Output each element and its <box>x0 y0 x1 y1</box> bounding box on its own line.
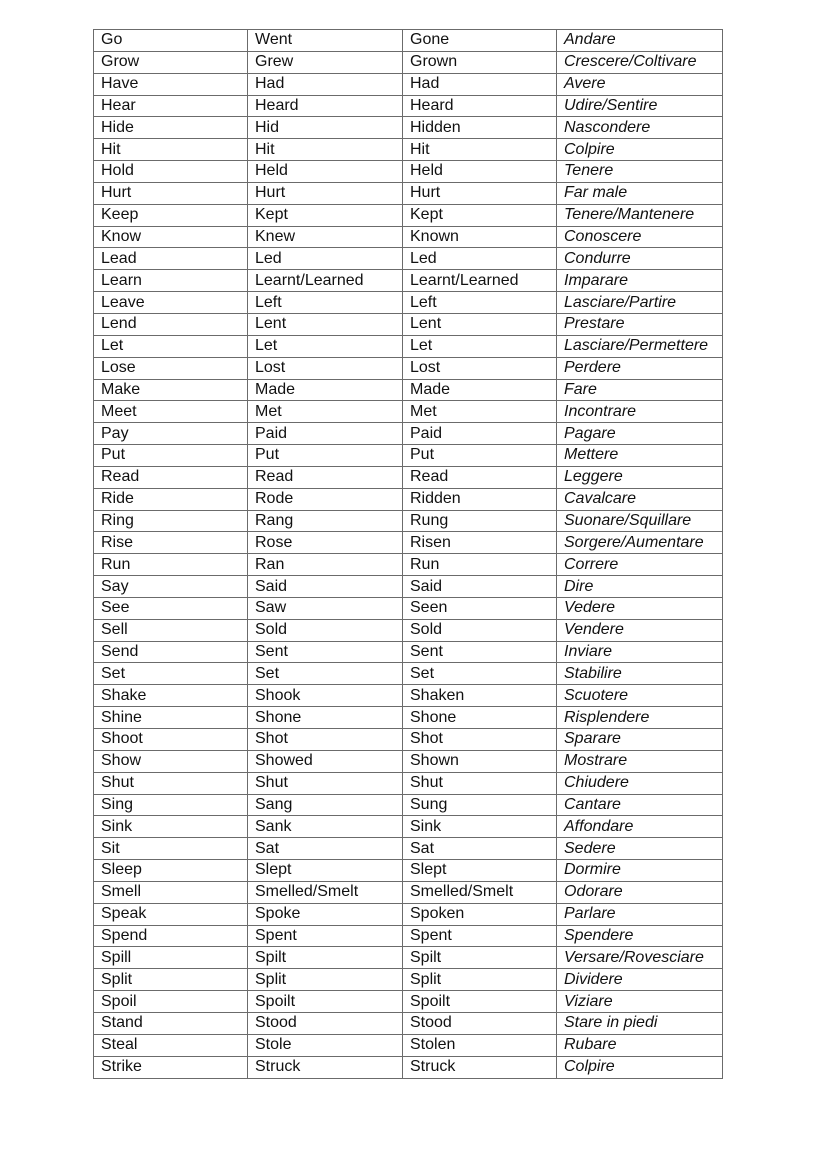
past-simple-cell: Spilt <box>248 947 403 969</box>
past-simple-cell: Lost <box>248 357 403 379</box>
italian-translation-cell: Affondare <box>557 816 723 838</box>
past-participle-cell: Led <box>403 248 557 270</box>
past-participle-cell: Sold <box>403 619 557 641</box>
past-participle-cell: Left <box>403 292 557 314</box>
base-form-cell: Lead <box>94 248 248 270</box>
base-form-cell: Spoil <box>94 991 248 1013</box>
past-simple-cell: Learnt/Learned <box>248 270 403 292</box>
past-participle-cell: Learnt/Learned <box>403 270 557 292</box>
base-form-cell: Run <box>94 554 248 576</box>
base-form-cell: Sell <box>94 619 248 641</box>
past-simple-cell: Smelled/Smelt <box>248 881 403 903</box>
italian-translation-cell: Mostrare <box>557 750 723 772</box>
italian-translation-cell: Tenere/Mantenere <box>557 204 723 226</box>
italian-translation-cell: Lasciare/Partire <box>557 292 723 314</box>
table-row <box>94 1012 723 1034</box>
past-simple-cell: Left <box>248 292 403 314</box>
past-simple-cell: Met <box>248 401 403 423</box>
table-row <box>94 270 723 292</box>
past-participle-cell: Slept <box>403 860 557 882</box>
past-participle-cell: Sink <box>403 816 557 838</box>
italian-translation-cell: Udire/Sentire <box>557 95 723 117</box>
past-simple-cell: Hid <box>248 117 403 139</box>
past-participle-cell: Paid <box>403 423 557 445</box>
past-simple-cell: Ran <box>248 554 403 576</box>
table-row <box>94 204 723 226</box>
past-simple-cell: Rang <box>248 510 403 532</box>
italian-translation-cell: Cavalcare <box>557 488 723 510</box>
past-participle-cell: Split <box>403 969 557 991</box>
past-simple-cell: Spoilt <box>248 991 403 1013</box>
italian-translation-cell: Correre <box>557 554 723 576</box>
italian-translation-cell: Colpire <box>557 139 723 161</box>
base-form-cell: Sit <box>94 838 248 860</box>
italian-translation-cell: Mettere <box>557 445 723 467</box>
italian-translation-cell: Condurre <box>557 248 723 270</box>
base-form-cell: Stand <box>94 1012 248 1034</box>
table-row <box>94 838 723 860</box>
table-row <box>94 226 723 248</box>
past-participle-cell: Let <box>403 335 557 357</box>
base-form-cell: Steal <box>94 1034 248 1056</box>
table-row <box>94 554 723 576</box>
base-form-cell: Ride <box>94 488 248 510</box>
past-simple-cell: Hurt <box>248 182 403 204</box>
base-form-cell: Make <box>94 379 248 401</box>
italian-translation-cell: Chiudere <box>557 772 723 794</box>
past-participle-cell: Struck <box>403 1056 557 1078</box>
italian-translation-cell: Leggere <box>557 466 723 488</box>
italian-translation-cell: Sparare <box>557 729 723 751</box>
table-row <box>94 641 723 663</box>
table-row <box>94 903 723 925</box>
italian-translation-cell: Cantare <box>557 794 723 816</box>
past-simple-cell: Shut <box>248 772 403 794</box>
table-row <box>94 313 723 335</box>
past-simple-cell: Made <box>248 379 403 401</box>
italian-translation-cell: Andare <box>557 30 723 52</box>
past-participle-cell: Gone <box>403 30 557 52</box>
base-form-cell: Let <box>94 335 248 357</box>
base-form-cell: Hear <box>94 95 248 117</box>
table-row <box>94 51 723 73</box>
italian-translation-cell: Perdere <box>557 357 723 379</box>
past-participle-cell: Hurt <box>403 182 557 204</box>
italian-translation-cell: Inviare <box>557 641 723 663</box>
table-row <box>94 379 723 401</box>
base-form-cell: Sleep <box>94 860 248 882</box>
table-row <box>94 772 723 794</box>
italian-translation-cell: Incontrare <box>557 401 723 423</box>
past-participle-cell: Held <box>403 161 557 183</box>
past-simple-cell: Sold <box>248 619 403 641</box>
base-form-cell: Split <box>94 969 248 991</box>
table-row <box>94 445 723 467</box>
table-row <box>94 117 723 139</box>
past-participle-cell: Lent <box>403 313 557 335</box>
past-participle-cell: Set <box>403 663 557 685</box>
table-row <box>94 292 723 314</box>
base-form-cell: Hurt <box>94 182 248 204</box>
past-participle-cell: Risen <box>403 532 557 554</box>
past-simple-cell: Hit <box>248 139 403 161</box>
past-participle-cell: Put <box>403 445 557 467</box>
table-row <box>94 401 723 423</box>
past-participle-cell: Spoken <box>403 903 557 925</box>
base-form-cell: Smell <box>94 881 248 903</box>
table-row <box>94 423 723 445</box>
table-row <box>94 139 723 161</box>
past-simple-cell: Spent <box>248 925 403 947</box>
table-row <box>94 510 723 532</box>
past-simple-cell: Set <box>248 663 403 685</box>
past-simple-cell: Split <box>248 969 403 991</box>
italian-translation-cell: Fare <box>557 379 723 401</box>
base-form-cell: Strike <box>94 1056 248 1078</box>
italian-translation-cell: Spendere <box>557 925 723 947</box>
table-row <box>94 750 723 772</box>
past-participle-cell: Sung <box>403 794 557 816</box>
table-row <box>94 161 723 183</box>
past-participle-cell: Said <box>403 576 557 598</box>
past-simple-cell: Stole <box>248 1034 403 1056</box>
italian-translation-cell: Sorgere/Aumentare <box>557 532 723 554</box>
past-participle-cell: Hit <box>403 139 557 161</box>
past-participle-cell: Rung <box>403 510 557 532</box>
base-form-cell: Lend <box>94 313 248 335</box>
past-simple-cell: Went <box>248 30 403 52</box>
base-form-cell: Say <box>94 576 248 598</box>
past-simple-cell: Shot <box>248 729 403 751</box>
table-row <box>94 488 723 510</box>
past-simple-cell: Sank <box>248 816 403 838</box>
past-participle-cell: Kept <box>403 204 557 226</box>
base-form-cell: Send <box>94 641 248 663</box>
past-simple-cell: Kept <box>248 204 403 226</box>
italian-translation-cell: Tenere <box>557 161 723 183</box>
past-simple-cell: Led <box>248 248 403 270</box>
past-simple-cell: Let <box>248 335 403 357</box>
past-simple-cell: Sang <box>248 794 403 816</box>
table-row <box>94 947 723 969</box>
table-body <box>94 30 723 1079</box>
base-form-cell: Ring <box>94 510 248 532</box>
past-participle-cell: Spilt <box>403 947 557 969</box>
past-simple-cell: Saw <box>248 597 403 619</box>
base-form-cell: Go <box>94 30 248 52</box>
base-form-cell: Hold <box>94 161 248 183</box>
irregular-verbs-table <box>93 29 723 1079</box>
table-row <box>94 597 723 619</box>
table-row <box>94 335 723 357</box>
base-form-cell: Rise <box>94 532 248 554</box>
base-form-cell: Put <box>94 445 248 467</box>
italian-translation-cell: Conoscere <box>557 226 723 248</box>
base-form-cell: Lose <box>94 357 248 379</box>
table-row <box>94 30 723 52</box>
table-row <box>94 619 723 641</box>
past-participle-cell: Shaken <box>403 685 557 707</box>
italian-translation-cell: Viziare <box>557 991 723 1013</box>
base-form-cell: See <box>94 597 248 619</box>
table-row <box>94 860 723 882</box>
base-form-cell: Leave <box>94 292 248 314</box>
base-form-cell: Sing <box>94 794 248 816</box>
italian-translation-cell: Rubare <box>557 1034 723 1056</box>
past-participle-cell: Spoilt <box>403 991 557 1013</box>
italian-translation-cell: Nascondere <box>557 117 723 139</box>
italian-translation-cell: Scuotere <box>557 685 723 707</box>
past-participle-cell: Known <box>403 226 557 248</box>
past-participle-cell: Hidden <box>403 117 557 139</box>
past-simple-cell: Slept <box>248 860 403 882</box>
table-row <box>94 925 723 947</box>
past-simple-cell: Put <box>248 445 403 467</box>
past-participle-cell: Had <box>403 73 557 95</box>
past-participle-cell: Seen <box>403 597 557 619</box>
past-simple-cell: Sent <box>248 641 403 663</box>
italian-translation-cell: Lasciare/Permettere <box>557 335 723 357</box>
past-simple-cell: Struck <box>248 1056 403 1078</box>
past-participle-cell: Stolen <box>403 1034 557 1056</box>
base-form-cell: Spill <box>94 947 248 969</box>
table-row <box>94 1034 723 1056</box>
base-form-cell: Know <box>94 226 248 248</box>
base-form-cell: Show <box>94 750 248 772</box>
past-simple-cell: Grew <box>248 51 403 73</box>
italian-translation-cell: Stabilire <box>557 663 723 685</box>
past-participle-cell: Sent <box>403 641 557 663</box>
italian-translation-cell: Pagare <box>557 423 723 445</box>
italian-translation-cell: Colpire <box>557 1056 723 1078</box>
italian-translation-cell: Suonare/Squillare <box>557 510 723 532</box>
italian-translation-cell: Dormire <box>557 860 723 882</box>
past-participle-cell: Stood <box>403 1012 557 1034</box>
past-simple-cell: Rode <box>248 488 403 510</box>
italian-translation-cell: Avere <box>557 73 723 95</box>
base-form-cell: Speak <box>94 903 248 925</box>
table-row <box>94 794 723 816</box>
italian-translation-cell: Dire <box>557 576 723 598</box>
past-participle-cell: Sat <box>403 838 557 860</box>
table-row <box>94 991 723 1013</box>
base-form-cell: Hit <box>94 139 248 161</box>
past-participle-cell: Shot <box>403 729 557 751</box>
base-form-cell: Learn <box>94 270 248 292</box>
italian-translation-cell: Odorare <box>557 881 723 903</box>
past-simple-cell: Showed <box>248 750 403 772</box>
base-form-cell: Sink <box>94 816 248 838</box>
past-simple-cell: Rose <box>248 532 403 554</box>
table-row <box>94 1056 723 1078</box>
past-participle-cell: Shown <box>403 750 557 772</box>
table-row <box>94 182 723 204</box>
italian-translation-cell: Vedere <box>557 597 723 619</box>
past-simple-cell: Held <box>248 161 403 183</box>
past-participle-cell: Grown <box>403 51 557 73</box>
past-simple-cell: Paid <box>248 423 403 445</box>
italian-translation-cell: Parlare <box>557 903 723 925</box>
table-row <box>94 729 723 751</box>
base-form-cell: Shine <box>94 707 248 729</box>
italian-translation-cell: Far male <box>557 182 723 204</box>
past-participle-cell: Lost <box>403 357 557 379</box>
base-form-cell: Grow <box>94 51 248 73</box>
past-participle-cell: Made <box>403 379 557 401</box>
table-row <box>94 95 723 117</box>
past-simple-cell: Had <box>248 73 403 95</box>
italian-translation-cell: Versare/Rovesciare <box>557 947 723 969</box>
table-row <box>94 532 723 554</box>
past-participle-cell: Smelled/Smelt <box>403 881 557 903</box>
base-form-cell: Shoot <box>94 729 248 751</box>
table-row <box>94 248 723 270</box>
table-row <box>94 816 723 838</box>
past-simple-cell: Heard <box>248 95 403 117</box>
italian-translation-cell: Stare in piedi <box>557 1012 723 1034</box>
past-simple-cell: Sat <box>248 838 403 860</box>
base-form-cell: Have <box>94 73 248 95</box>
past-participle-cell: Met <box>403 401 557 423</box>
italian-translation-cell: Vendere <box>557 619 723 641</box>
table-row <box>94 881 723 903</box>
table-row <box>94 969 723 991</box>
table-row <box>94 73 723 95</box>
past-participle-cell: Read <box>403 466 557 488</box>
past-simple-cell: Read <box>248 466 403 488</box>
past-participle-cell: Spent <box>403 925 557 947</box>
past-simple-cell: Lent <box>248 313 403 335</box>
table-row <box>94 357 723 379</box>
italian-translation-cell: Sedere <box>557 838 723 860</box>
base-form-cell: Read <box>94 466 248 488</box>
base-form-cell: Set <box>94 663 248 685</box>
italian-translation-cell: Risplendere <box>557 707 723 729</box>
past-simple-cell: Shook <box>248 685 403 707</box>
past-simple-cell: Said <box>248 576 403 598</box>
table-row <box>94 466 723 488</box>
base-form-cell: Hide <box>94 117 248 139</box>
italian-translation-cell: Prestare <box>557 313 723 335</box>
past-participle-cell: Run <box>403 554 557 576</box>
past-simple-cell: Spoke <box>248 903 403 925</box>
italian-translation-cell: Imparare <box>557 270 723 292</box>
past-simple-cell: Knew <box>248 226 403 248</box>
base-form-cell: Keep <box>94 204 248 226</box>
base-form-cell: Shake <box>94 685 248 707</box>
past-simple-cell: Shone <box>248 707 403 729</box>
base-form-cell: Meet <box>94 401 248 423</box>
italian-translation-cell: Crescere/Coltivare <box>557 51 723 73</box>
base-form-cell: Spend <box>94 925 248 947</box>
table-row <box>94 576 723 598</box>
italian-translation-cell: Dividere <box>557 969 723 991</box>
past-participle-cell: Heard <box>403 95 557 117</box>
past-participle-cell: Shut <box>403 772 557 794</box>
table-row <box>94 707 723 729</box>
table-row <box>94 685 723 707</box>
past-simple-cell: Stood <box>248 1012 403 1034</box>
base-form-cell: Shut <box>94 772 248 794</box>
base-form-cell: Pay <box>94 423 248 445</box>
past-participle-cell: Ridden <box>403 488 557 510</box>
past-participle-cell: Shone <box>403 707 557 729</box>
table-row <box>94 663 723 685</box>
